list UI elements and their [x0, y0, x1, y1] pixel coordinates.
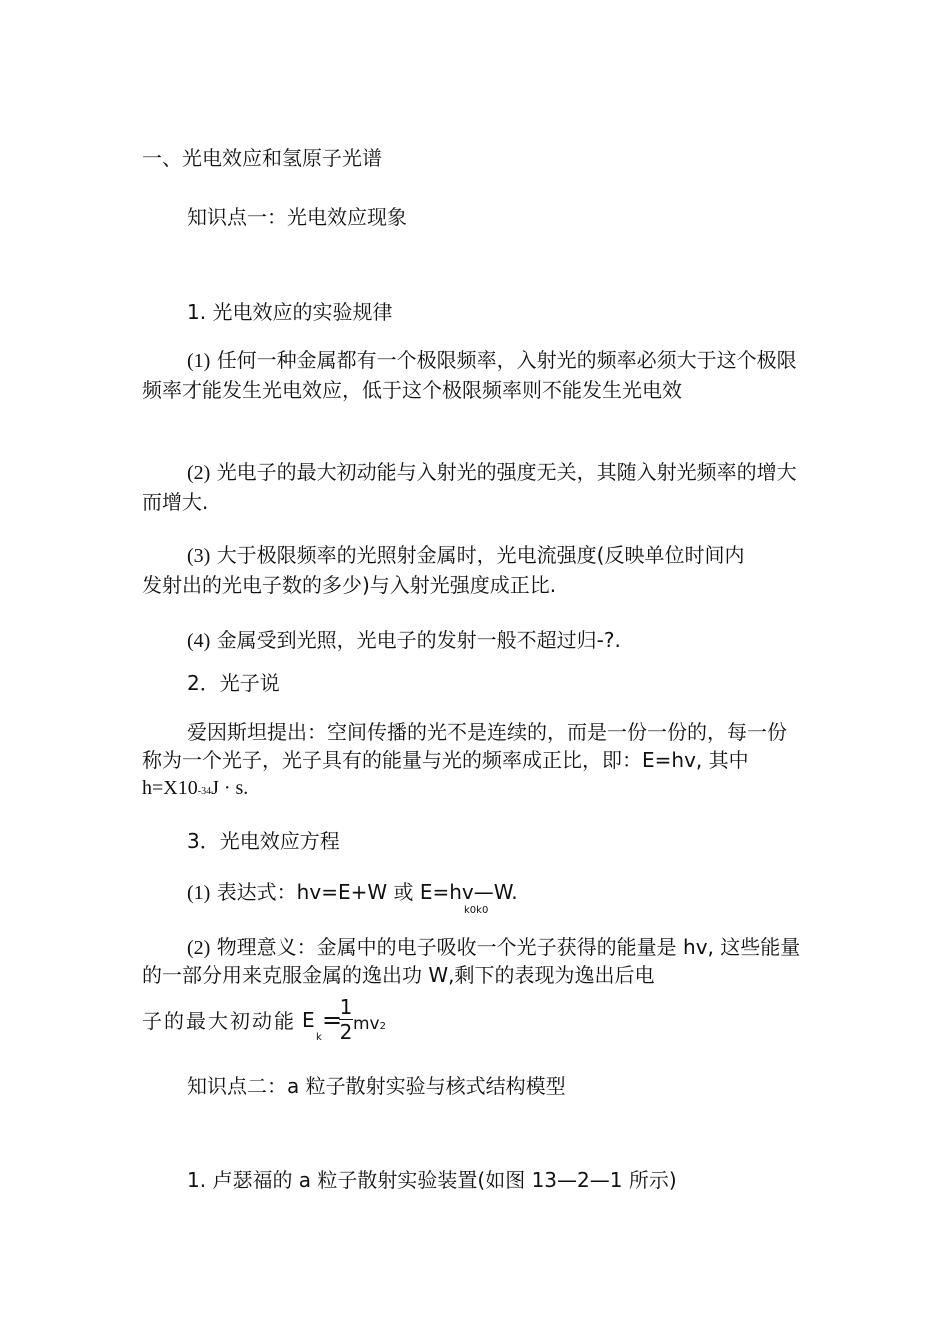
knowledge-point-1-heading: 知识点一：光电效应现象: [187, 205, 407, 229]
planck-constant-a: h=X10: [142, 777, 198, 799]
paragraph-2-line-1: [187, 460, 797, 485]
equation-1-number: (1): [187, 882, 211, 904]
photon-line-3: [142, 776, 248, 804]
planck-constant-exponent: -34: [197, 786, 212, 797]
paragraph-2-text-1: 光电子的最大初动能与入射光的强度无关，其随入射光频率的增大: [216, 460, 797, 484]
subsection-1-title: 1. 光电效应的实验规律: [187, 300, 393, 324]
equals-sign: =: [322, 1006, 343, 1034]
kinetic-energy-subscript: k: [316, 1032, 322, 1043]
paragraph-4-number: (4): [187, 630, 211, 652]
paragraph-4-text-1: 金属受到光照，光电子的发射一般不超过归-?.: [216, 628, 621, 652]
subsection-3-title: 3．光电效应方程: [187, 829, 340, 853]
one-half-fraction: [338, 996, 354, 1043]
section-heading: 一、光电效应和氢原子光谱: [142, 146, 382, 170]
paragraph-1-number: (1): [187, 350, 211, 372]
paragraph-3-line-2: 发射出的光电子数的多少)与入射光强度成正比.: [142, 573, 557, 597]
paragraph-3-number: (3): [187, 545, 211, 567]
equation-2-number: (2): [187, 937, 211, 959]
equation-1-subscripts: k0k0: [464, 905, 489, 916]
paragraph-1-line-1: [187, 348, 797, 373]
subsection-2-title: 2．光子说: [187, 671, 280, 695]
equation-2-text-1: 物理意义：金属中的电子吸收一个光子获得的能量是 hv, 这些能量: [216, 935, 801, 959]
mass-velocity-term: [353, 1012, 386, 1039]
photon-line-2: 称为一个光子，光子具有的能量与光的频率成正比，即：E=hv, 其中: [142, 748, 749, 772]
fraction-denominator: 2: [339, 1020, 353, 1044]
equation-2-line-3: 子的最大初动能: [142, 1011, 296, 1033]
paragraph-1-line-2: 频率才能发生光电效应，低于这个极限频率则不能发生光电效: [142, 378, 682, 402]
planck-constant-unit: J · s.: [211, 777, 249, 799]
equation-1-text: 表达式：hv=E+W 或 E=hv—W.: [216, 880, 518, 904]
squared-exponent: 2: [379, 1021, 386, 1032]
kinetic-energy-symbol: E: [302, 1008, 315, 1032]
equation-2-line-1: [187, 935, 800, 960]
paragraph-3-line-1: [187, 543, 745, 568]
rutherford-experiment-line: 1. 卢瑟福的 a 粒子散射实验装置(如图 13—2—1 所示): [187, 1168, 677, 1192]
photon-line-1: 爱因斯坦提出：空间传播的光不是连续的，而是一份一份的，每一份: [187, 720, 787, 744]
knowledge-point-2-heading: 知识点二：a 粒子散射实验与核式结构模型: [187, 1074, 566, 1098]
paragraph-4-line-1: [187, 628, 621, 653]
paragraph-3-text-1: 大于极限频率的光照射金属时，光电流强度(反映单位时间内: [216, 543, 745, 567]
equation-2-line-2: 的一部分用来克服金属的逸出功 W,剩下的表现为逸出后电: [142, 963, 655, 987]
mv-text: mv: [353, 1014, 380, 1034]
paragraph-1-text-1: 任何一种金属都有一个极限频率，入射光的频率必须大于这个极限: [216, 348, 797, 372]
paragraph-2-line-2: 而增大.: [142, 490, 209, 514]
paragraph-2-number: (2): [187, 462, 211, 484]
fraction-numerator: 1: [339, 995, 353, 1019]
equation-1-line: [187, 880, 518, 905]
